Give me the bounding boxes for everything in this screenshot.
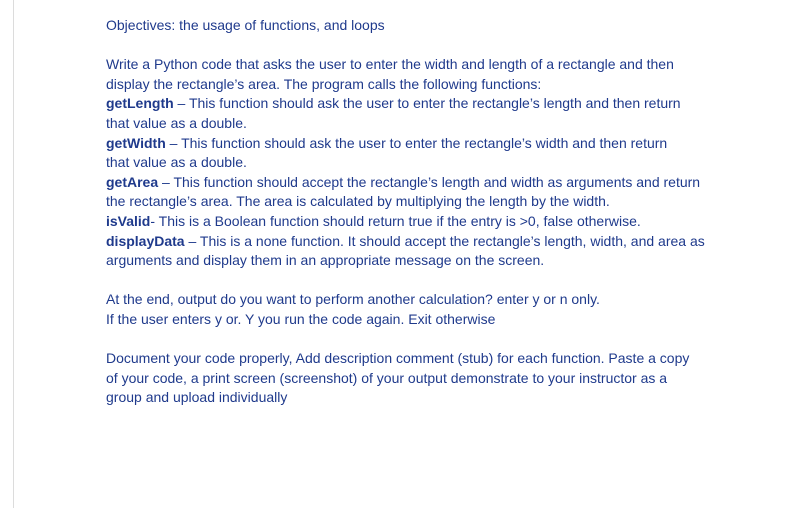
function-description: – This function should ask the user to enter the rectangle’s width and then return	[165, 134, 668, 151]
submission-line: Document your code properly, Add description comment (stub) for each function. Paste a copy	[106, 350, 690, 367]
function-name: displayData	[106, 232, 185, 249]
function-name: getArea	[106, 173, 159, 190]
function-description-continued: that value as a double.	[106, 114, 247, 131]
function-displaydata-line	[106, 232, 766, 252]
function-isvalid-line	[106, 212, 766, 232]
function-description-continued: arguments and display them in an appropriate message on the screen.	[106, 252, 545, 269]
function-description-continued: the rectangle’s area. The area is calculated by multiplying the length by the width.	[106, 193, 610, 210]
function-description: – This function should accept the rectangle’s length and width as arguments and return	[158, 173, 701, 190]
function-description: – This function should ask the user to enter the rectangle’s length and then return	[173, 95, 681, 112]
function-getarea-line	[106, 173, 766, 193]
intro-line: Write a Python code that asks the user to enter the width and length of a rectangle and then	[106, 56, 674, 73]
paragraph-gap	[106, 330, 766, 350]
intro-line: display the rectangle’s area. The program calls the following functions:	[106, 75, 542, 92]
function-getwidth-line	[106, 134, 766, 154]
paragraph-gap	[106, 271, 766, 291]
page-left-border	[13, 0, 14, 508]
function-name: getLength	[106, 95, 174, 112]
submission-line: group and upload individually	[106, 389, 288, 406]
function-description: – This is a none function. It should accept the rectangle’s length, width, and area as	[184, 232, 705, 249]
function-name: isValid	[106, 212, 151, 229]
objectives-line: Objectives: the usage of functions, and loops	[106, 17, 385, 33]
paragraph-gap	[106, 36, 766, 56]
function-getlength-line	[106, 94, 766, 114]
function-name: getWidth	[106, 134, 166, 151]
loop-instruction-line: If the user enters y or. Y you run the code again. Exit otherwise	[106, 310, 496, 327]
document-page	[106, 16, 766, 408]
submission-line: of your code, a print screen (screenshot) of your output demonstrate to your instructor as a	[106, 369, 668, 386]
function-description: - This is a Boolean function should return true if the entry is >0, false otherwise.	[150, 212, 641, 229]
function-description-continued: that value as a double.	[106, 154, 247, 171]
loop-instruction-line: At the end, output do you want to perform another calculation? enter y or n only.	[106, 291, 600, 308]
